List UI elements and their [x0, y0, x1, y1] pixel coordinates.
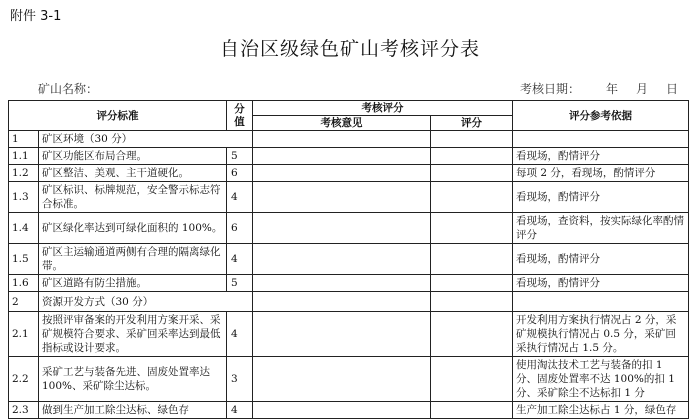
item-basis: 生产加工除尘达标占 1 分，绿色存 — [513, 402, 689, 419]
header-score-value — [227, 101, 253, 131]
opinion-cell[interactable] — [253, 292, 431, 312]
section-title: 矿区环境（30 分） — [39, 131, 253, 148]
item-number: 1.6 — [9, 275, 39, 292]
opinion-cell[interactable] — [253, 244, 431, 275]
item-criteria: 矿区整洁、美观、主干道硬化。 — [39, 165, 227, 182]
table-row — [9, 182, 689, 213]
grade-cell[interactable] — [431, 244, 513, 275]
item-score: 4 — [227, 182, 253, 213]
grade-cell[interactable] — [431, 148, 513, 165]
header-opinion: 考核意见 — [253, 116, 431, 131]
opinion-cell[interactable] — [253, 165, 431, 182]
item-basis: 每项 2 分，看现场，酌情评分 — [513, 165, 689, 182]
basis-cell — [513, 131, 689, 148]
item-score: 3 — [227, 357, 253, 402]
item-criteria: 矿区道路有防尘措施。 — [39, 275, 227, 292]
item-score: 4 — [227, 402, 253, 419]
item-number: 2.2 — [9, 357, 39, 402]
grade-cell[interactable] — [431, 402, 513, 419]
grade-cell[interactable] — [431, 213, 513, 244]
year-label: 年 — [606, 82, 619, 96]
attachment-label: 附件 3-1 — [10, 9, 62, 24]
table-row — [9, 275, 689, 292]
table-section-row — [9, 292, 689, 312]
grade-cell[interactable] — [431, 275, 513, 292]
grade-cell[interactable] — [431, 131, 513, 148]
item-number: 2.1 — [9, 312, 39, 357]
item-number: 1.4 — [9, 213, 39, 244]
day-label: 日 — [666, 82, 679, 96]
opinion-cell[interactable] — [253, 275, 431, 292]
item-criteria: 按照评审备案的开发利用方案开采、采矿规模符合要求、采矿回采率达到最低指标或设计要求。 — [39, 312, 227, 357]
item-criteria: 做到生产加工除尘达标、绿色存 — [39, 402, 227, 419]
header-basis: 评分参考依据 — [513, 101, 689, 131]
opinion-cell[interactable] — [253, 148, 431, 165]
grade-cell[interactable] — [431, 165, 513, 182]
header-score-line1: 分 — [234, 102, 245, 115]
item-basis: 开发利用方案执行情况占 2 分，采矿规模执行情况占 0.5 分，采矿回采执行情况占 1.5 分。 — [513, 312, 689, 357]
table-row — [9, 244, 689, 275]
opinion-cell[interactable] — [253, 312, 431, 357]
table-section-row — [9, 131, 689, 148]
table-row — [9, 213, 689, 244]
section-title: 资源开发方式（30 分） — [39, 292, 253, 312]
grade-cell[interactable] — [431, 357, 513, 402]
exam-date-label: 考核日期： — [520, 82, 581, 96]
month-label: 月 — [636, 82, 649, 96]
basis-cell — [513, 292, 689, 312]
grade-cell[interactable] — [431, 182, 513, 213]
table-row — [9, 165, 689, 182]
item-score: 4 — [227, 312, 253, 357]
table-row — [9, 402, 689, 419]
mine-name-label: 矿山名称： — [38, 82, 99, 96]
item-criteria: 采矿工艺与装备先进、固废处置率达 100%、采矿除尘达标。 — [39, 357, 227, 402]
header-score-line2: 值 — [234, 115, 245, 128]
table-row — [9, 312, 689, 357]
grade-cell[interactable] — [431, 292, 513, 312]
item-basis: 看现场，酌情评分 — [513, 182, 689, 213]
opinion-cell[interactable] — [253, 357, 431, 402]
item-criteria: 矿区功能区布局合理。 — [39, 148, 227, 165]
document-title: 自治区级绿色矿山考核评分表 — [219, 38, 480, 60]
item-number: 1.1 — [9, 148, 39, 165]
header-grade: 评分 — [431, 116, 513, 131]
item-criteria: 矿区主运输通道两侧有合理的隔离绿化带。 — [39, 244, 227, 275]
score-table — [8, 100, 689, 419]
item-basis: 看现场，酌情评分 — [513, 148, 689, 165]
section-number: 2 — [9, 292, 39, 312]
item-basis: 使用淘汰技术工艺与装备的扣 1 分、固废处置率不达 100%的扣 1 分、采矿除尘不达标扣 1 分 — [513, 357, 689, 402]
grade-cell[interactable] — [431, 312, 513, 357]
item-criteria: 矿区绿化率达到可绿化面积的 100%。 — [39, 213, 227, 244]
item-number: 2.3 — [9, 402, 39, 419]
section-number: 1 — [9, 131, 39, 148]
item-score: 6 — [227, 165, 253, 182]
item-number: 1.3 — [9, 182, 39, 213]
exam-date — [520, 80, 678, 97]
item-number: 1.2 — [9, 165, 39, 182]
header-exam: 考核评分 — [253, 101, 513, 116]
table-row — [9, 148, 689, 165]
item-score: 6 — [227, 213, 253, 244]
item-basis: 看现场，酌情评分 — [513, 275, 689, 292]
item-score: 5 — [227, 148, 253, 165]
opinion-cell[interactable] — [253, 213, 431, 244]
opinion-cell[interactable] — [253, 182, 431, 213]
item-basis: 看现场，查资料，按实际绿化率酌情评分 — [513, 213, 689, 244]
item-score: 5 — [227, 275, 253, 292]
item-score: 4 — [227, 244, 253, 275]
item-basis: 看现场，酌情评分 — [513, 244, 689, 275]
opinion-cell[interactable] — [253, 402, 431, 419]
header-criteria: 评分标准 — [9, 101, 227, 131]
opinion-cell[interactable] — [253, 131, 431, 148]
item-criteria: 矿区标识、标牌规范，安全警示标志符合标准。 — [39, 182, 227, 213]
item-number: 1.5 — [9, 244, 39, 275]
table-row — [9, 357, 689, 402]
